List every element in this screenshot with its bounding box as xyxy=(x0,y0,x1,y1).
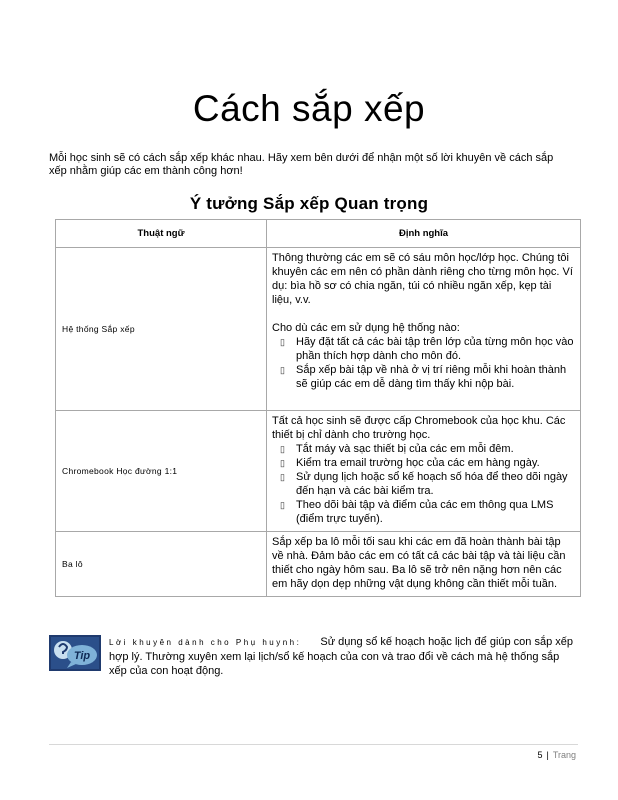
organization-table xyxy=(55,219,581,597)
term-chromebook: Chromebook Học đường 1:1 xyxy=(56,411,267,532)
list-item: ▯ Hãy đặt tất cả các bài tập trên lớp của từng môn học vào phần thích hợp dành cho môn đó. xyxy=(280,336,574,362)
term-organization-system: Hệ thống Sắp xếp xyxy=(56,248,267,411)
term-backpack: Ba lô xyxy=(56,532,267,597)
definition-text: Sắp xếp ba lô mỗi tối sau khi các em đã hoàn thành bài tập về nhà. Đảm bảo các em có tất cả các bài tập và tài liệu cần thiết cho ngày hôm sau. Ba lô sẽ trở nên nặng hơn nên các em hãy dọn dẹp những vật dụng không cần thiết mỗi tuần. xyxy=(272,536,566,590)
header-definition: Định nghĩa xyxy=(267,220,581,248)
tip-body: Sử dụng sổ kế hoạch hoặc lịch để giúp con sắp xếp hợp lý. Thường xuyên xem lại lịch/sổ kế hoạch của con và trao đổi về cách mà hệ thống sắp xếp của con hoạt động. xyxy=(109,636,573,677)
header-term: Thuật ngữ xyxy=(56,220,267,248)
bullet-icon: ▯ xyxy=(280,337,285,347)
table-row xyxy=(56,248,581,411)
definition-text: Thông thường các em sẽ có sáu môn học/lớp học. Chúng tôi khuyên các em nên có phần dành riêng cho từng môn học. Ví dụ: bìa hồ sơ có chia ngăn, túi có nhiều ngăn xếp, kẹp tài liệu, v.v. xyxy=(272,252,573,306)
page-number: 5 xyxy=(537,750,543,760)
bullet-icon: ▯ xyxy=(280,444,285,454)
list-item: ▯ Kiểm tra email trường học của các em hàng ngày. xyxy=(280,457,540,469)
table-row xyxy=(56,411,581,532)
svg-text:Tip: Tip xyxy=(73,650,91,662)
definition-text: Cho dù các em sử dụng hệ thống nào: xyxy=(272,322,460,334)
list-item: ▯ Sắp xếp bài tập về nhà ở vị trí riêng mỗi khi hoàn thành sẽ giúp các em dễ dàng tìm thấy khi nộp bài. xyxy=(280,364,567,390)
list-item: ▯ Tắt máy và sạc thiết bị của các em mỗi đêm. xyxy=(280,443,514,455)
bullet-icon: ▯ xyxy=(280,365,285,375)
table-header-row xyxy=(56,220,581,248)
tip-text xyxy=(109,635,579,678)
tip-icon xyxy=(49,635,101,671)
bullet-icon: ▯ xyxy=(280,472,285,482)
tip-label: Lời khuyên dành cho Phụ huynh: xyxy=(109,638,302,647)
page-label: Trang xyxy=(552,750,576,760)
table-row xyxy=(56,532,581,597)
intro-paragraph: Mỗi học sinh sẽ có cách sắp xếp khác nhau. Hãy xem bên dưới để nhận một số lời khuyên về cách sắp xếp nhằm giúp các em thành công hơn! xyxy=(49,152,554,177)
definition-cell xyxy=(267,411,581,532)
footer-separator: | xyxy=(546,750,549,760)
page-footer xyxy=(537,750,576,760)
bullet-list xyxy=(272,442,574,526)
list-item: ▯ Theo dõi bài tập và điểm của các em thông qua LMS (điểm trực tuyến). xyxy=(280,499,554,525)
page-title: Cách sắp xếp xyxy=(192,88,426,129)
table-title: Ý tưởng Sắp xếp Quan trọng xyxy=(189,194,429,213)
bullet-icon: ▯ xyxy=(280,458,285,468)
bullet-list xyxy=(272,335,574,391)
list-item: ▯ Sử dụng lịch hoặc sổ kế hoạch số hóa để theo dõi ngày đến hạn và các bài kiểm tra. xyxy=(280,471,568,497)
bullet-icon: ▯ xyxy=(280,500,285,510)
footer-divider xyxy=(49,744,578,745)
definition-cell xyxy=(267,532,581,597)
definition-cell xyxy=(267,248,581,411)
definition-text: Tất cả học sinh sẽ được cấp Chromebook của học khu. Các thiết bị chỉ dành cho trường học. xyxy=(272,415,566,441)
